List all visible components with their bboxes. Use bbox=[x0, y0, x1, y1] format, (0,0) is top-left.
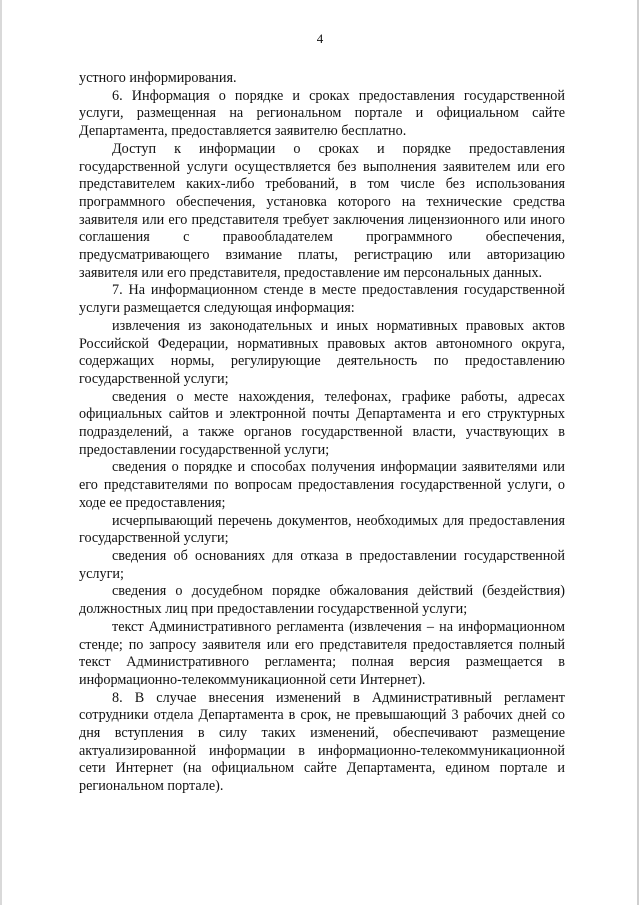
paragraph-legal-extracts: извлечения из законодательных и иных нормативных правовых актов Российской Федерации, нормативных правовых актов автономного округа, содержащих нормы, регулирующие деятельность по предоставлению государственной услуги; bbox=[79, 317, 565, 387]
document-body bbox=[79, 70, 565, 796]
page-right-edge bbox=[637, 0, 639, 905]
paragraph-item-6: 6. Информация о порядке и сроках предоставления государственной услуги, размещенная на региональном портале и официальном сайте Департамента, предоставляется заявителю бесплатно. bbox=[79, 87, 565, 140]
paragraph-documents-list: исчерпывающий перечень документов, необходимых для предоставления государственной услуги; bbox=[79, 512, 565, 547]
paragraph-access-info: Доступ к информации о сроках и порядке предоставления государственной услуги осуществляется без выполнения заявителем или его представителем каких-либо требований, в том числе без использования программного обеспечения, установка которого на технические средства заявителя или его представителя требует заключения лицензионного или иного соглашения с правообладателем программного обеспечения, предусматривающего взимание платы, регистрацию или авторизацию заявителя или его представителя, предоставление им персональных данных. bbox=[79, 140, 565, 281]
page-number: 4 bbox=[316, 31, 324, 46]
paragraph-appeal-procedure: сведения о досудебном порядке обжалования действий (бездействия) должностных лиц при предоставлении государственной услуги; bbox=[79, 583, 565, 618]
paragraph-info-procedure: сведения о порядке и способах получения информации заявителями или его представителями по вопросам предоставления государственной услуги, о ходе ее предоставления; bbox=[79, 459, 565, 511]
paragraph-regulation-text: текст Административного регламента (извлечения – на информационном стенде; по запросу заявителя или его представителя предоставляется полный текст Административного регламента; полная версия размещается в информационно-телекоммуникационной сети Интернет). bbox=[79, 618, 565, 688]
paragraph-continuation: устного информирования. bbox=[79, 70, 237, 86]
paragraph-item-8: 8. В случае внесения изменений в Административный регламент сотрудники отдела Департамента в срок, не превышающий 3 рабочих дней со дня вступления в силу таких изменений, обеспечивают размещение актуализированной информации в информационно-телекоммуникационной сети Интернет (на официальном сайте Департамента, едином портале и региональном портале). bbox=[79, 689, 565, 795]
paragraph-contact-info: сведения о месте нахождения, телефонах, графике работы, адресах официальных сайтов и электронной почты Департамента и его структурных подразделений, а также органов государственной власти, участвующих в предоставлении государственной услуги; bbox=[79, 388, 565, 458]
paragraph-refusal-grounds: сведения об основаниях для отказа в предоставлении государственной услуги; bbox=[79, 547, 565, 582]
paragraph-item-7: 7. На информационном стенде в месте предоставления государственной услуги размещается следующая информация: bbox=[79, 282, 565, 317]
page-left-edge bbox=[0, 0, 2, 905]
